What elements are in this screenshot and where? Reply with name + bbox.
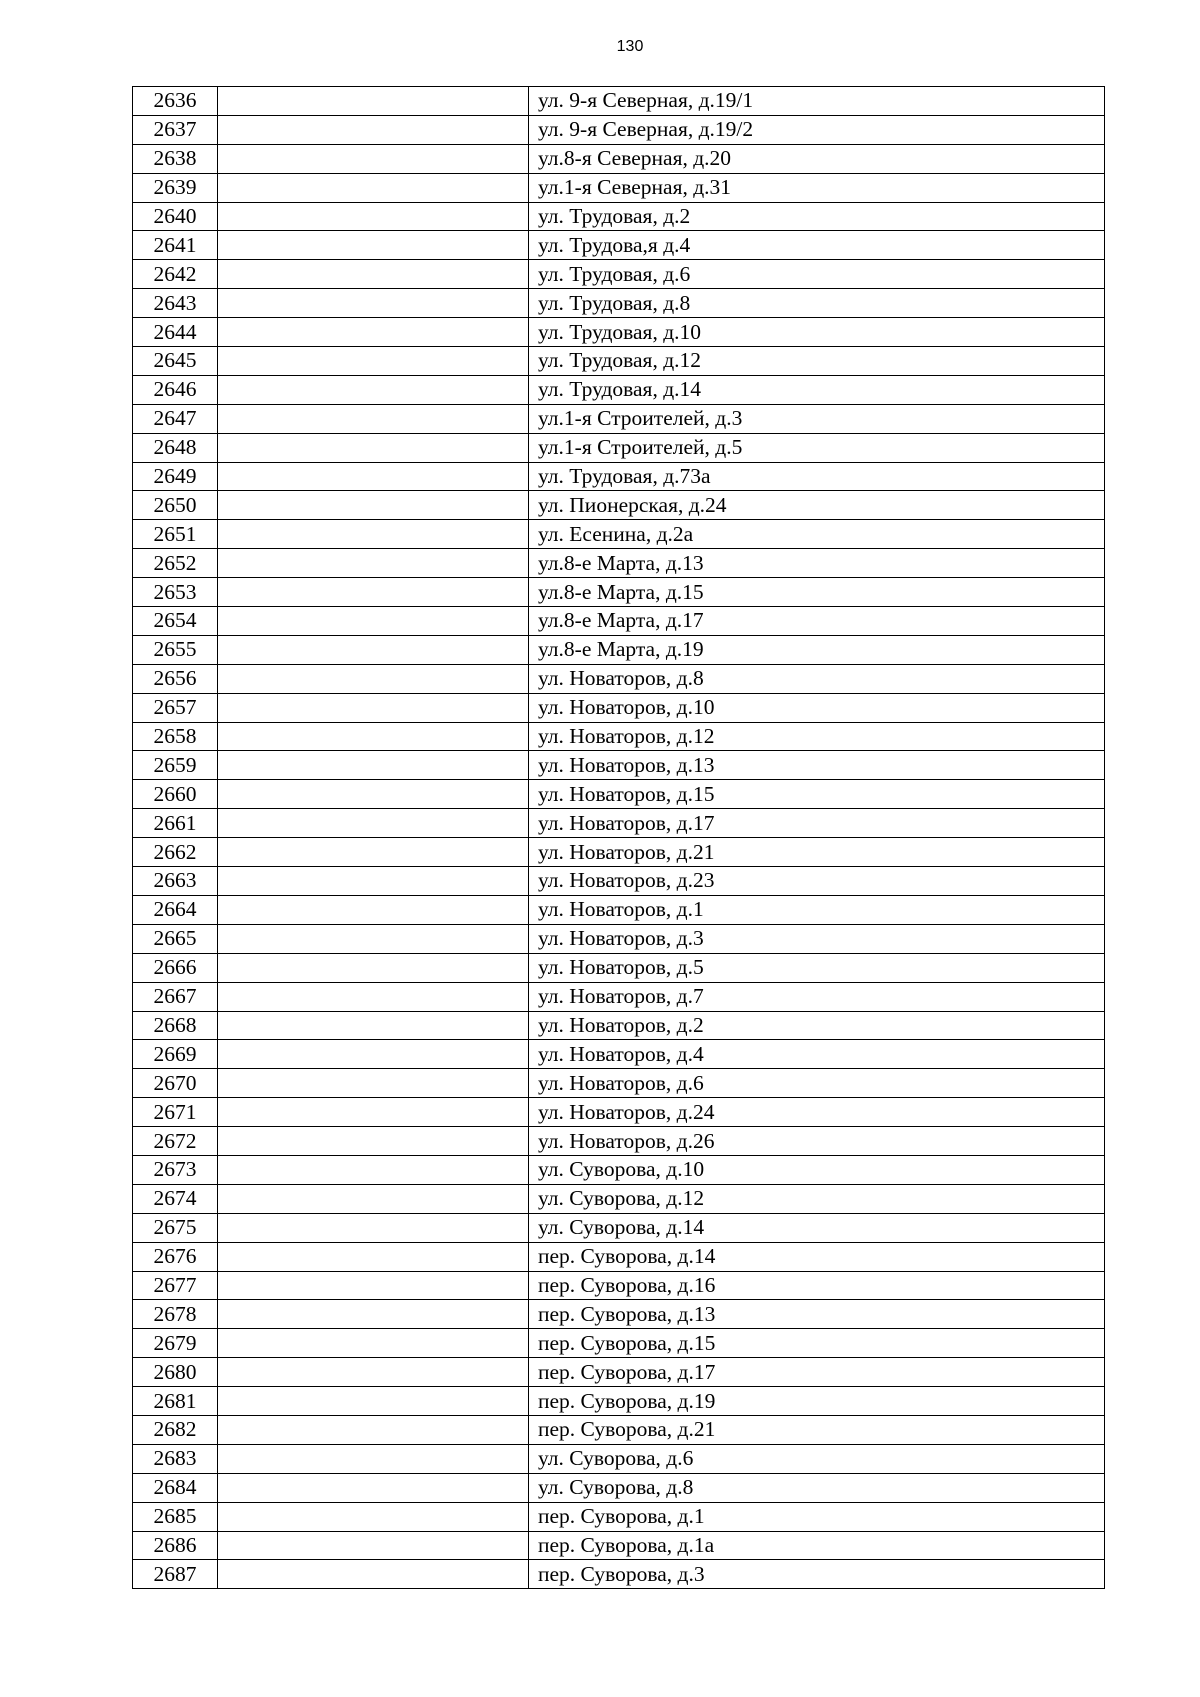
row-number-cell: 2687 [133,1560,218,1589]
address-cell: пер. Суворова, д.13 [529,1300,1105,1329]
table-row [133,1329,1105,1358]
address-cell: ул. Новаторов, д.6 [529,1069,1105,1098]
empty-middle-cell [218,780,529,809]
empty-middle-cell [218,1502,529,1531]
row-number-cell: 2637 [133,115,218,144]
empty-middle-cell [218,1040,529,1069]
empty-middle-cell [218,1560,529,1589]
empty-middle-cell [218,1127,529,1156]
row-number-cell: 2650 [133,491,218,520]
empty-middle-cell [218,1415,529,1444]
table-row [133,375,1105,404]
row-number-cell: 2659 [133,751,218,780]
address-cell: ул. Трудовая, д.73а [529,462,1105,491]
table-row [133,607,1105,636]
row-number-cell: 2651 [133,520,218,549]
empty-middle-cell [218,202,529,231]
empty-middle-cell [218,751,529,780]
address-cell: пер. Суворова, д.1а [529,1531,1105,1560]
address-cell: ул. 9-я Северная, д.19/2 [529,115,1105,144]
table-row [133,780,1105,809]
table-row [133,1358,1105,1387]
address-cell: ул. Новаторов, д.4 [529,1040,1105,1069]
address-cell: ул. Суворова, д.8 [529,1473,1105,1502]
empty-middle-cell [218,404,529,433]
table-row [133,87,1105,116]
address-cell: ул. Трудовая, д.12 [529,347,1105,376]
address-cell: ул. Новаторов, д.1 [529,895,1105,924]
empty-middle-cell [218,1300,529,1329]
row-number-cell: 2646 [133,375,218,404]
address-cell: ул. Новаторов, д.13 [529,751,1105,780]
address-cell: ул. Новаторов, д.12 [529,722,1105,751]
address-cell: ул.1-я Строителей, д.3 [529,404,1105,433]
address-cell: ул. Новаторов, д.3 [529,924,1105,953]
address-cell: ул. Новаторов, д.24 [529,1098,1105,1127]
row-number-cell: 2636 [133,87,218,116]
empty-middle-cell [218,1387,529,1416]
row-number-cell: 2656 [133,664,218,693]
table-row [133,433,1105,462]
row-number-cell: 2679 [133,1329,218,1358]
empty-middle-cell [218,693,529,722]
table-row [133,520,1105,549]
empty-middle-cell [218,375,529,404]
row-number-cell: 2675 [133,1213,218,1242]
table-row [133,173,1105,202]
empty-middle-cell [218,347,529,376]
table-row [133,722,1105,751]
empty-middle-cell [218,549,529,578]
empty-middle-cell [218,115,529,144]
address-cell: ул. Трудова,я д.4 [529,231,1105,260]
row-number-cell: 2647 [133,404,218,433]
address-cell: ул.8-е Марта, д.15 [529,578,1105,607]
table-row [133,1473,1105,1502]
empty-middle-cell [218,1098,529,1127]
row-number-cell: 2670 [133,1069,218,1098]
table-row [133,549,1105,578]
empty-middle-cell [218,867,529,896]
address-cell: ул. Новаторов, д.2 [529,1011,1105,1040]
empty-middle-cell [218,1069,529,1098]
row-number-cell: 2677 [133,1271,218,1300]
address-cell: ул. Суворова, д.14 [529,1213,1105,1242]
table-row [133,1271,1105,1300]
address-cell: пер. Суворова, д.14 [529,1242,1105,1271]
address-cell: ул. Трудовая, д.10 [529,318,1105,347]
empty-middle-cell [218,87,529,116]
row-number-cell: 2674 [133,1184,218,1213]
empty-middle-cell [218,1329,529,1358]
empty-middle-cell [218,433,529,462]
table-row [133,1387,1105,1416]
row-number-cell: 2669 [133,1040,218,1069]
page-number: 130 [616,38,644,55]
address-table [132,86,1105,1589]
empty-middle-cell [218,664,529,693]
table-row [133,1127,1105,1156]
row-number-cell: 2643 [133,289,218,318]
address-cell: ул.8-я Северная, д.20 [529,144,1105,173]
row-number-cell: 2645 [133,347,218,376]
table-row [133,693,1105,722]
empty-middle-cell [218,982,529,1011]
empty-middle-cell [218,895,529,924]
table-row [133,895,1105,924]
row-number-cell: 2641 [133,231,218,260]
table-row [133,1155,1105,1184]
address-cell: ул. Есенина, д.2а [529,520,1105,549]
address-cell: ул.8-е Марта, д.19 [529,635,1105,664]
table-row [133,867,1105,896]
address-cell: ул. Новаторов, д.21 [529,838,1105,867]
row-number-cell: 2639 [133,173,218,202]
row-number-cell: 2655 [133,635,218,664]
row-number-cell: 2664 [133,895,218,924]
table-row [133,231,1105,260]
empty-middle-cell [218,924,529,953]
empty-middle-cell [218,1358,529,1387]
row-number-cell: 2660 [133,780,218,809]
table-row [133,1098,1105,1127]
row-number-cell: 2648 [133,433,218,462]
empty-middle-cell [218,953,529,982]
table-row [133,1444,1105,1473]
table-row [133,1069,1105,1098]
address-cell: ул. Суворова, д.12 [529,1184,1105,1213]
table-row [133,1213,1105,1242]
row-number-cell: 2658 [133,722,218,751]
row-number-cell: 2680 [133,1358,218,1387]
address-cell: ул. Новаторов, д.5 [529,953,1105,982]
address-cell: пер. Суворова, д.3 [529,1560,1105,1589]
empty-middle-cell [218,1271,529,1300]
empty-middle-cell [218,260,529,289]
row-number-cell: 2663 [133,867,218,896]
row-number-cell: 2638 [133,144,218,173]
address-cell: ул. 9-я Северная, д.19/1 [529,87,1105,116]
empty-middle-cell [218,1155,529,1184]
row-number-cell: 2654 [133,607,218,636]
row-number-cell: 2640 [133,202,218,231]
table-row [133,1184,1105,1213]
address-cell: ул. Трудовая, д.14 [529,375,1105,404]
row-number-cell: 2661 [133,809,218,838]
address-cell: ул.1-я Строителей, д.5 [529,433,1105,462]
address-cell: пер. Суворова, д.15 [529,1329,1105,1358]
empty-middle-cell [218,289,529,318]
empty-middle-cell [218,635,529,664]
row-number-cell: 2665 [133,924,218,953]
empty-middle-cell [218,722,529,751]
row-number-cell: 2673 [133,1155,218,1184]
table-row [133,115,1105,144]
empty-middle-cell [218,1242,529,1271]
table-row [133,289,1105,318]
row-number-cell: 2642 [133,260,218,289]
empty-middle-cell [218,809,529,838]
row-number-cell: 2668 [133,1011,218,1040]
row-number-cell: 2685 [133,1502,218,1531]
address-cell: ул. Трудовая, д.8 [529,289,1105,318]
address-cell: ул. Новаторов, д.23 [529,867,1105,896]
table-row [133,751,1105,780]
row-number-cell: 2684 [133,1473,218,1502]
empty-middle-cell [218,607,529,636]
table-row [133,260,1105,289]
row-number-cell: 2682 [133,1415,218,1444]
address-cell: ул. Суворова, д.10 [529,1155,1105,1184]
table-row [133,1300,1105,1329]
table-row [133,491,1105,520]
address-cell: ул. Новаторов, д.8 [529,664,1105,693]
empty-middle-cell [218,462,529,491]
empty-middle-cell [218,1184,529,1213]
row-number-cell: 2644 [133,318,218,347]
address-cell: ул. Новаторов, д.7 [529,982,1105,1011]
table-row [133,953,1105,982]
empty-middle-cell [218,491,529,520]
table-row [133,982,1105,1011]
row-number-cell: 2649 [133,462,218,491]
empty-middle-cell [218,1444,529,1473]
address-cell: ул.8-е Марта, д.17 [529,607,1105,636]
table-row [133,1242,1105,1271]
address-cell: пер. Суворова, д.19 [529,1387,1105,1416]
address-cell: ул. Пионерская, д.24 [529,491,1105,520]
row-number-cell: 2681 [133,1387,218,1416]
table-row [133,1502,1105,1531]
row-number-cell: 2662 [133,838,218,867]
table-row [133,838,1105,867]
address-cell: ул. Трудовая, д.2 [529,202,1105,231]
row-number-cell: 2667 [133,982,218,1011]
table-row [133,462,1105,491]
table-row [133,1040,1105,1069]
table-row [133,144,1105,173]
row-number-cell: 2672 [133,1127,218,1156]
row-number-cell: 2652 [133,549,218,578]
table-row [133,578,1105,607]
address-cell: ул.1-я Северная, д.31 [529,173,1105,202]
address-cell: пер. Суворова, д.16 [529,1271,1105,1300]
empty-middle-cell [218,231,529,260]
empty-middle-cell [218,1473,529,1502]
row-number-cell: 2653 [133,578,218,607]
row-number-cell: 2666 [133,953,218,982]
empty-middle-cell [218,520,529,549]
table-row [133,664,1105,693]
empty-middle-cell [218,173,529,202]
table-row [133,1560,1105,1589]
row-number-cell: 2671 [133,1098,218,1127]
table-row [133,635,1105,664]
table-row [133,1011,1105,1040]
row-number-cell: 2657 [133,693,218,722]
empty-middle-cell [218,578,529,607]
address-cell: пер. Суворова, д.1 [529,1502,1105,1531]
row-number-cell: 2676 [133,1242,218,1271]
address-cell: ул.8-е Марта, д.13 [529,549,1105,578]
empty-middle-cell [218,144,529,173]
address-cell: ул. Новаторов, д.10 [529,693,1105,722]
address-cell: ул. Суворова, д.6 [529,1444,1105,1473]
address-cell: пер. Суворова, д.21 [529,1415,1105,1444]
empty-middle-cell [218,1213,529,1242]
table-row [133,809,1105,838]
table-row [133,924,1105,953]
row-number-cell: 2686 [133,1531,218,1560]
table-row [133,318,1105,347]
table-row [133,1531,1105,1560]
table-row [133,1415,1105,1444]
address-cell: ул. Новаторов, д.17 [529,809,1105,838]
address-cell: ул. Новаторов, д.26 [529,1127,1105,1156]
table-row [133,202,1105,231]
table-body [133,87,1105,1589]
empty-middle-cell [218,1011,529,1040]
empty-middle-cell [218,838,529,867]
row-number-cell: 2678 [133,1300,218,1329]
empty-middle-cell [218,318,529,347]
address-cell: пер. Суворова, д.17 [529,1358,1105,1387]
table-row [133,404,1105,433]
address-cell: ул. Новаторов, д.15 [529,780,1105,809]
empty-middle-cell [218,1531,529,1560]
row-number-cell: 2683 [133,1444,218,1473]
table-row [133,347,1105,376]
address-cell: ул. Трудовая, д.6 [529,260,1105,289]
